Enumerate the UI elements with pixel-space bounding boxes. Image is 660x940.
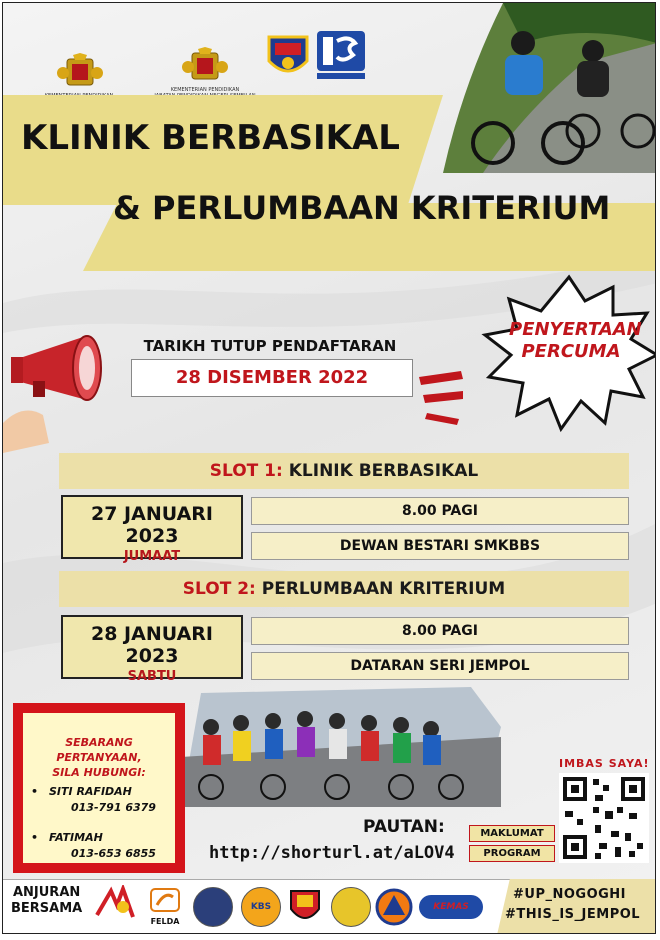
slot-1-day: JUMAAT [123, 549, 181, 564]
kbs-logo-icon: KBS [241, 887, 281, 927]
megaphone-burst-icon [417, 367, 467, 427]
slot-2-venue: DATARAN SERI JEMPOL [251, 652, 629, 680]
malaysia-coat-of-arms-icon [180, 47, 230, 85]
malaysia-coat-of-arms-icon [55, 53, 105, 91]
slot-1-time: 8.00 PAGI [251, 497, 629, 525]
event-poster [2, 2, 656, 934]
hashtag-1: #UP_NOGOGHI [513, 887, 627, 902]
slot-1-venue: DEWAN BESTARI SMKBBS [251, 532, 629, 560]
civil-defence-logo-icon [375, 887, 413, 927]
program-info-tag-2: PROGRAM [469, 845, 555, 862]
contact-1-phone[interactable]: 013-791 6379 [71, 801, 156, 814]
mcsc-logo-icon [93, 885, 137, 925]
registration-deadline-date: 28 DISEMBER 2022 [131, 359, 413, 397]
qr-code-icon[interactable] [559, 773, 649, 863]
felda-label: FELDA [150, 917, 180, 926]
slot-1-heading: SLOT 1: KLINIK BERBASIKAL [59, 453, 629, 489]
slot-1-date-box [61, 495, 243, 564]
25-anniversary-logo-icon [315, 29, 367, 81]
cyclists-photo [443, 3, 656, 173]
slot-2-heading: SLOT 2: PERLUMBAAN KRITERIUM [59, 571, 629, 607]
program-info-tag-1: MAKLUMAT [469, 825, 555, 842]
slot-2-date-box [61, 615, 243, 684]
scan-me-label: IMBAS SAYA! [559, 757, 650, 770]
contact-bullet-2: • [31, 831, 39, 844]
hashtag-2: #THIS_IS_JEMPOL [505, 907, 641, 922]
event-title-line2: & PERLUMBAAN KRITERIUM [113, 189, 611, 227]
registration-label: TARIKH TUTUP PENDAFTARAN [143, 337, 397, 355]
district-council-crest-icon [331, 887, 371, 927]
registration-url-link[interactable]: http://shorturl.at/aLOV4 [209, 843, 455, 863]
contact-bullet-1: • [31, 785, 39, 798]
free-entry-text: PENYERTAAN PERCUMA [509, 319, 642, 362]
contact-1-name: SITI RAFIDAH [49, 785, 132, 798]
police-crest-icon [193, 887, 233, 927]
school-crest-icon [265, 33, 311, 83]
slot-1-date: 27 JANUARI 2023 [91, 503, 213, 547]
race-photo [181, 687, 501, 807]
kemas-logo-icon: KEMAS [419, 895, 483, 919]
organizers-label: ANJURAN BERSAMA [11, 885, 83, 916]
felda-logo-icon [147, 887, 183, 927]
contact-card [13, 703, 185, 873]
slot-2-time: 8.00 PAGI [251, 617, 629, 645]
megaphone-icon [3, 333, 115, 453]
contact-2-phone[interactable]: 013-653 6855 [71, 847, 156, 860]
jempol-crest-icon [287, 887, 323, 927]
event-title-line1: KLINIK BERBASIKAL [21, 118, 400, 158]
slot-2-day: SABTU [127, 669, 177, 684]
org-negeri-sembilan-label: KEMENTERIAN PENDIDIKAN [170, 87, 240, 93]
link-label: PAUTAN: [363, 817, 445, 837]
contact-heading: SEBARANG PERTANYAAN, SILA HUBUNGI: [52, 736, 146, 779]
contact-2-name: FATIMAH [49, 831, 103, 844]
slot-2-date: 28 JANUARI 2023 [91, 623, 213, 667]
